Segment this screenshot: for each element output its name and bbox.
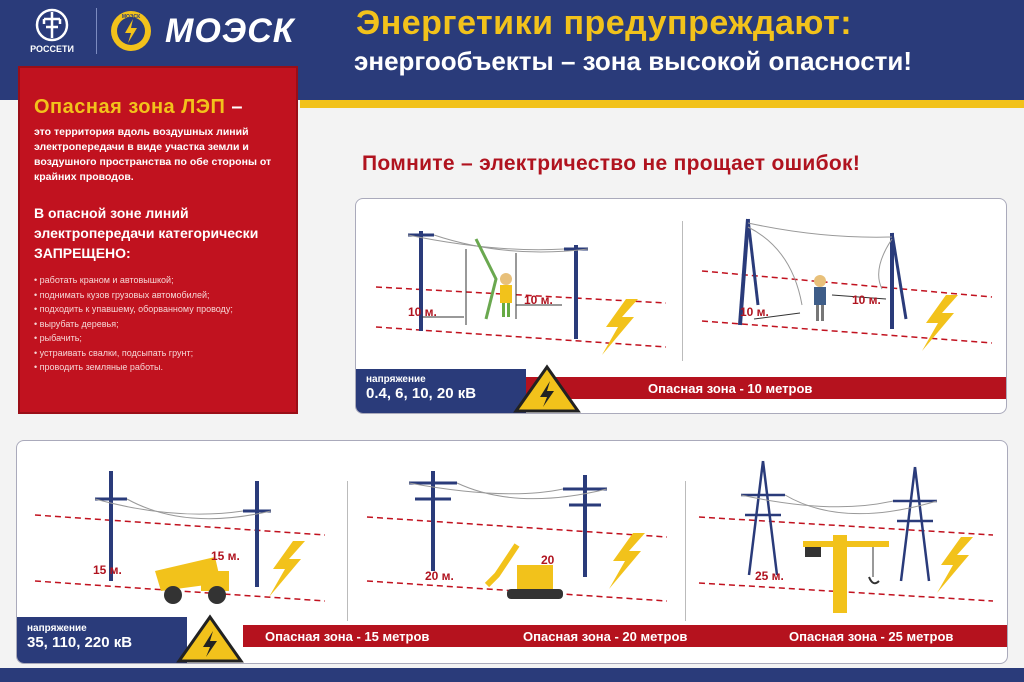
moesk-emblem-text: МОЭСК: [121, 14, 141, 20]
info-heading-line: [20, 68, 296, 125]
scene1-left-distance: 10 м.: [408, 305, 437, 319]
voltage-caption: напряжение: [366, 374, 426, 385]
voltage-value: 35, 110, 220 кВ: [27, 634, 133, 651]
scene20-right-distance: 20: [541, 553, 555, 567]
high-voltage-scene-truck: [25, 461, 335, 621]
scene2-right-distance: 10 м.: [852, 293, 881, 307]
prohibited-word: ЗАПРЕЩЕНО:: [34, 245, 131, 261]
page-subtitle: энергообъекты – зона высокой опасности!: [354, 46, 913, 76]
list-item: • устраивать свалки, подсыпать грунт;: [34, 346, 282, 361]
high-voltage-warning-icon: [512, 363, 582, 414]
voltage-value: 0.4, 6, 10, 20 кВ: [366, 385, 477, 402]
low-voltage-scene-broken-wire: [692, 209, 1002, 369]
zone-label-15: Опасная зона - 15 метров: [265, 629, 430, 644]
header-accent-stripe: [300, 100, 1024, 108]
low-voltage-badge: [356, 369, 526, 414]
list-item: • вырубать деревья;: [34, 317, 282, 332]
page-title: Энергетики предупреждают:: [356, 4, 853, 42]
scene15-left-distance: 15 м.: [93, 563, 122, 577]
zone-label-25: Опасная зона - 25 метров: [789, 629, 954, 644]
info-heading: Опасная зона ЛЭП: [34, 96, 226, 118]
list-item: • проводить земляные работы.: [34, 360, 282, 375]
zone-label-20: Опасная зона - 20 метров: [523, 629, 688, 644]
high-voltage-warning-icon: [175, 613, 245, 664]
moesk-emblem-icon: [109, 9, 153, 53]
panel-divider: [347, 481, 348, 621]
logo-area: [20, 8, 295, 54]
info-prohibition: [20, 185, 296, 267]
list-item: • подходить к упавшему, оборванному проводу;: [34, 302, 282, 317]
scene1-right-distance: 10 м.: [524, 293, 553, 307]
scene15-right-distance: 15 м.: [211, 549, 240, 563]
prohibited-list: [20, 267, 296, 381]
moesk-name: МОЭСК: [165, 11, 295, 50]
scene25-left-distance: 25 м.: [755, 569, 784, 583]
list-item: • поднимать кузов грузовых автомобилей;: [34, 288, 282, 303]
rosseti-logo: [20, 8, 84, 54]
info-definition: это территория вдоль воздушных линий электропередачи в виде участка земли и воздушного пространства по обе стороны от крайних проводов.: [34, 126, 272, 183]
panel-divider: [685, 481, 686, 621]
rosseti-label: РОССЕТИ: [30, 44, 74, 54]
remember-slogan: Помните – электричество не прощает ошибок!: [362, 152, 861, 175]
logo-divider: [96, 8, 97, 54]
danger-zone-info-box: [18, 66, 298, 414]
rosseti-emblem-icon: [35, 8, 69, 42]
list-item: • работать краном и автовышкой;: [34, 273, 282, 288]
scene2-left-distance: 10 м.: [740, 305, 769, 319]
voltage-caption: напряжение: [27, 623, 87, 634]
high-voltage-scene-crane: [693, 455, 999, 625]
high-voltage-badge: [17, 617, 187, 664]
footer-band: [0, 668, 1024, 682]
prohibition-text: В опасной зоне линий электропередачи категорически: [34, 205, 259, 241]
panel-divider: [682, 221, 683, 361]
info-heading-dash: –: [225, 96, 244, 118]
list-item: • рыбачить;: [34, 331, 282, 346]
high-voltage-scene-excavator: [357, 461, 677, 621]
low-voltage-panel: [355, 198, 1007, 414]
zone-label-10: Опасная зона - 10 метров: [516, 377, 1007, 399]
high-voltage-panel: [16, 440, 1008, 664]
low-voltage-scene-person-pole: [366, 209, 686, 369]
scene20-left-distance: 20 м.: [425, 569, 454, 583]
